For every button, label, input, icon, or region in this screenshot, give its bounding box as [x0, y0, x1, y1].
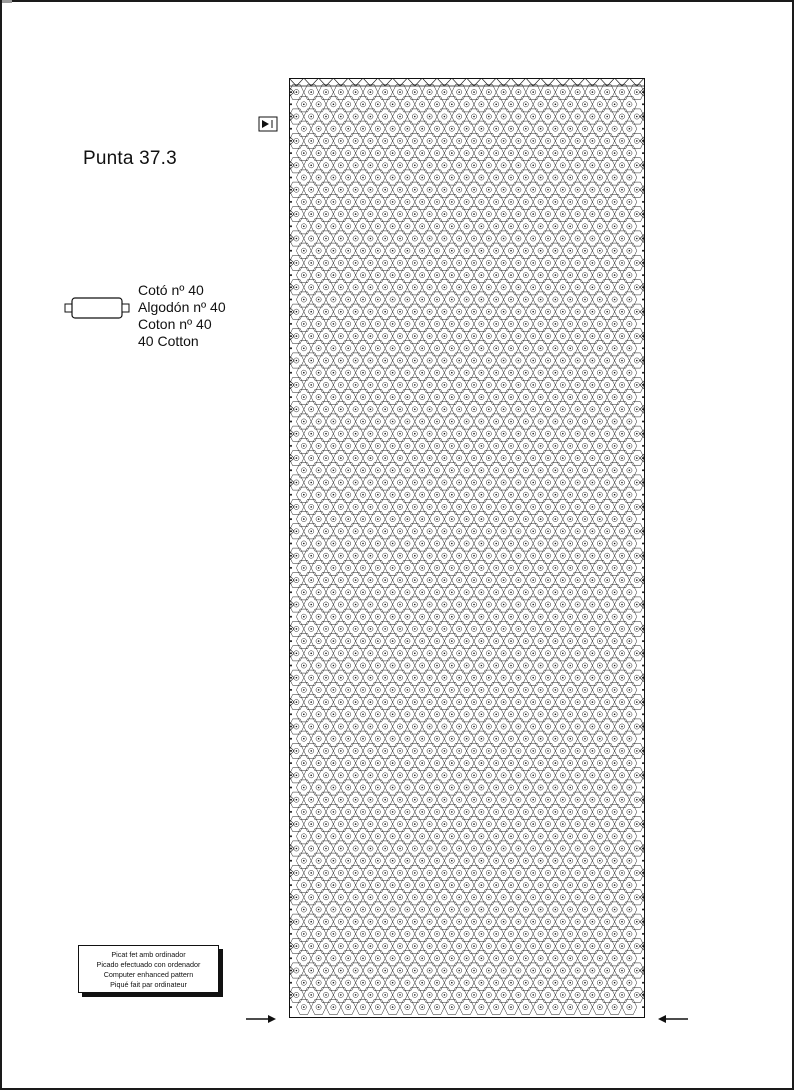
arrow-right-icon [244, 1012, 278, 1026]
credit-box [78, 945, 219, 993]
thread-line-english: 40 Cotton [138, 333, 199, 349]
credit-line-french: Piqué fait par ordinateur [110, 980, 187, 989]
credit-line-spanish: Picado efectuado con ordenador [96, 960, 201, 969]
bobbin-icon [64, 296, 130, 320]
arrow-left-icon [656, 1012, 690, 1026]
lace-pricking-pattern [289, 78, 645, 1018]
credit-line-catalan: Picat fet amb ordinador [111, 950, 186, 959]
pattern-title: Punta 37.3 [83, 148, 177, 169]
honeycomb-ground [289, 78, 645, 1018]
thread-line-spanish: Algodón nº 40 [138, 299, 226, 315]
thread-line-french: Coton nº 40 [138, 316, 212, 332]
thread-spec [138, 282, 226, 350]
thread-line-catalan: Cotó nº 40 [138, 282, 204, 298]
start-marker-icon [258, 116, 278, 132]
corner-mark [2, 0, 12, 3]
credit-line-english: Computer enhanced pattern [103, 970, 194, 979]
